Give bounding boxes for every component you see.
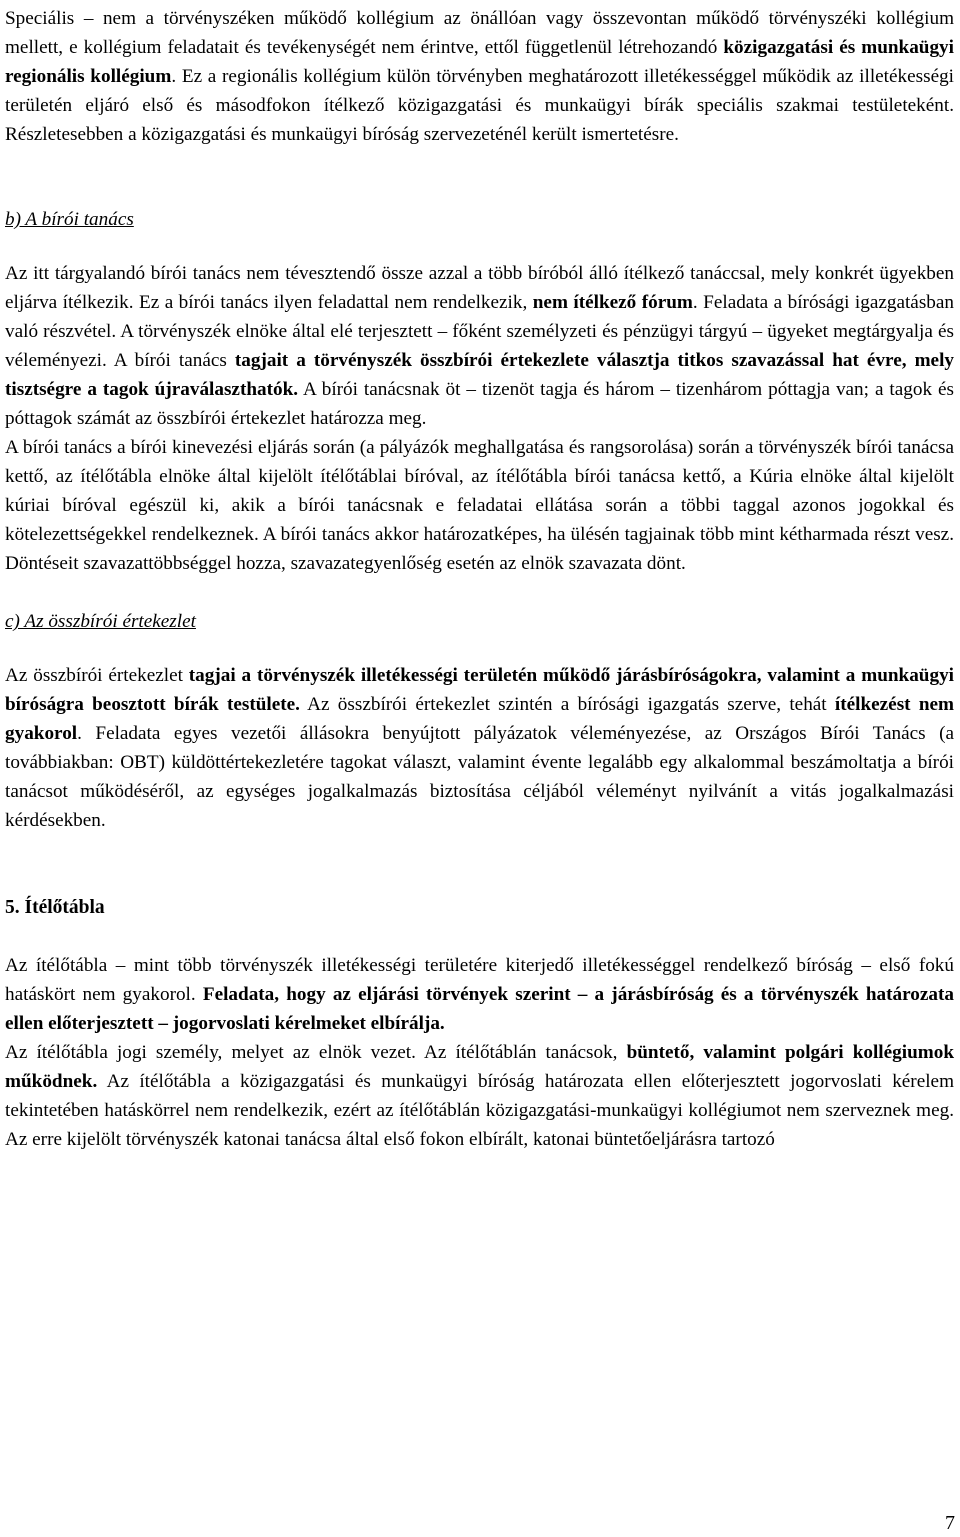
text-run: . Feladata egyes vezetői állásokra benyújtott pályázatok véleményezése, az Országos Bírói Tanács (a továbbiakban: OBT) küldöttértekezletére tagokat választ, valamint évente legalább egy alkalommal beszámoltatja a bírói tanácsot működéséről, az egységes jogalkalmazás biztosítása céljából véleményt nyilvánít a vitás jogalkalmazási kérdésekben. <box>5 723 954 831</box>
text-run: Speciális – nem a törvényszéken működő kollégium az önállóan vagy összevontan működő törvényszéki kollégium mellett, e kollégium feladatait és tevékenységét nem érintve, ettől függetlenül létrehozandó <box>5 8 954 58</box>
bold-run: büntető, valamint polgári kollégiumok működnek. <box>5 1042 954 1092</box>
section-heading-court-of-appeal: 5. Ítélőtábla <box>5 897 105 918</box>
paragraph-plenary-meeting <box>5 661 954 835</box>
bold-run: nem ítélkező fórum <box>532 292 693 313</box>
paragraph-court-of-appeal-organisation <box>5 1038 954 1154</box>
bold-run: közigazgatási és munkaügyi regionális kollégium <box>5 37 954 87</box>
text-run: Az itt tárgyalandó bírói tanács nem tévesztendő össze azzal a több bíróból álló ítélkező tanáccsal, mely konkrét ügyekben eljárva ítélkezik. Ez a bírói tanács ilyen feladattal nem rendelkezik, <box>5 263 954 313</box>
text-run: Az ítélőtábla a közigazgatási és munkaügyi bíróság határozata ellen előterjesztett jogorvoslati kérelem tekintetében hatáskörrel nem rendelkezik, ezért az ítélőtáblán közigazgatási-munkaügyi kollégiumot nem szerveznek meg. Az erre kijelölt törvényszék katonai tanácsa által első fokon elbírált, katonai büntetőeljárásra tartozó <box>5 1071 954 1150</box>
text-run: A bírói tanácsnak öt – tizenöt tagja és három – tizenhárom póttagja van; a tagok és póttagok számát az összbírói értekezlet határozza meg. <box>5 379 954 429</box>
text-run: . Feladata a bírósági igazgatásban való részvétel. A törvényszék elnöke által elé terjesztett – főként személyzeti és pénzügyi tárgyú – ügyeket megtárgyalja és véleményezi. A bírói tanács <box>5 292 954 371</box>
bold-run: ítélkezést nem gyakorol <box>5 694 954 744</box>
text-run: Az ítélőtábla jogi személy, melyet az elnök vezet. Az ítélőtáblán tanácsok, <box>5 1042 627 1063</box>
page-number: 7 <box>945 1512 955 1534</box>
section-heading-plenary-meeting: c) Az összbírói értekezlet <box>5 611 196 632</box>
paragraph-regional-college <box>5 4 954 149</box>
document-page <box>5 4 954 1154</box>
paragraph-judicial-council-procedure: A bírói tanács a bírói kinevezési eljárás során (a pályázók meghallgatása és rangsorolása) során a törvényszék bírói tanácsa kettő, az ítélőtábla elnöke által kijelölt ítélőtáblai bíróval, az ítélőtábla bírói tanácsa kettő, a Kúria elnöke által kijelölt kúriai bíróval egészül ki, akik a bírói tanácsnak e feladatai ellátása során a többi taggal azonos jogokkal és kötelezettségekkel rendelkeznek. A bírói tanács akkor határozatképes, ha ülésén tagjainak több mint kétharmada részt vesz. Döntéseit szavazattöbbséggel hozza, szavazategyenlőség esetén az elnök szavazata dönt. <box>5 437 954 574</box>
paragraph-court-of-appeal-jurisdiction <box>5 951 954 1038</box>
bold-run: tagjait a törvényszék összbírói értekezlete választja titkos szavazással hat évre, mely tisztségre a tagok újraválaszthatók. <box>5 350 954 400</box>
text-run: Az összbírói értekezlet szintén a bírósági igazgatás szerve, tehát <box>299 694 835 715</box>
bold-run: tagjai a törvényszék illetékességi területén működő járásbíróságokra, valamint a munkaügyi bíróságra beosztott bírák testülete. <box>5 665 954 715</box>
text-run: Az összbírói értekezlet <box>5 665 189 686</box>
paragraph-judicial-council <box>5 259 954 433</box>
bold-run: Feladata, hogy az eljárási törvények szerint – a járásbíróság és a törvényszék határozata ellen előterjesztett – jogorvoslati kérelmeket elbírálja. <box>5 984 954 1034</box>
section-heading-judicial-council: b) A bírói tanács <box>5 209 134 230</box>
text-run: . Ez a regionális kollégium külön törvényben meghatározott illetékességgel működik az illetékességi területén eljáró első és másodfokon ítélkező közigazgatási és munkaügyi bírák speciális szakmai testületeként. Részletesebben a közigazgatási és munkaügyi bíróság szervezeténél került ismertetésre. <box>5 66 955 145</box>
text-run: Az ítélőtábla – mint több törvényszék illetékességi területére kiterjedő illetékességgel rendelkező bíróság – első fokú hatáskört nem gyakorol. <box>5 955 954 1005</box>
